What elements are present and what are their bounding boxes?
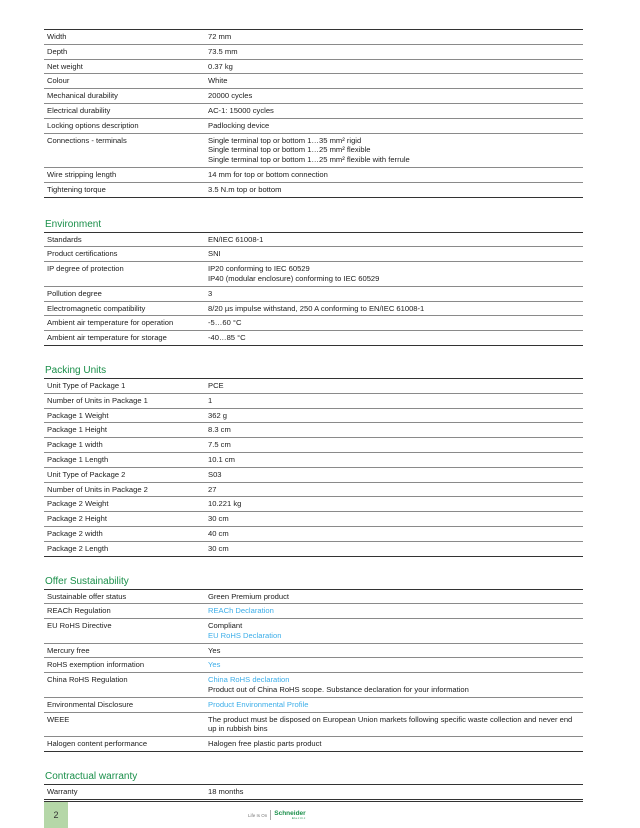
spec-value: 10.1 cm [208, 454, 236, 464]
page-number: 2 [44, 802, 68, 828]
spec-link[interactable]: Product Environmental Profile [208, 699, 309, 709]
spec-value-cell [205, 737, 583, 752]
table-row [44, 286, 583, 301]
spec-label: Wire stripping length [47, 169, 117, 179]
spec-value: 7.5 cm [208, 440, 231, 450]
spec-link[interactable]: REACh Declaration [208, 606, 274, 616]
spec-value: SNI [208, 249, 221, 259]
tagline: Life Is On [248, 812, 268, 818]
spec-label: Product certifications [47, 249, 118, 259]
spec-value-cell [205, 673, 583, 698]
section-title: Packing Units [45, 364, 107, 376]
table-row [44, 423, 583, 438]
spec-value: 30 cm [208, 543, 229, 553]
spec-value-cell [205, 59, 583, 74]
table-row [44, 74, 583, 89]
spec-value: 8.3 cm [208, 425, 231, 435]
spec-label: Package 1 Length [47, 454, 109, 464]
spec-label: Mechanical durability [47, 91, 118, 101]
spec-link[interactable]: EU RoHS Declaration [208, 630, 282, 640]
spec-value-cell [205, 452, 583, 467]
section-title: Contractual warranty [45, 771, 138, 783]
spec-label: Halogen content performance [47, 739, 148, 749]
spec-label: Environmental Disclosure [47, 699, 134, 709]
spec-label: Number of Units in Package 2 [47, 484, 148, 494]
table-row [44, 118, 583, 133]
spec-value-cell [205, 712, 583, 737]
spec-value-cell [205, 482, 583, 497]
spec-value-cell [205, 785, 583, 800]
spec-value-cell [205, 643, 583, 658]
spec-value-cell [205, 262, 583, 287]
spec-value-cell [205, 182, 583, 197]
spec-value: 73.5 mm [208, 46, 238, 56]
spec-table [44, 232, 583, 346]
table-row [44, 452, 583, 467]
table-row [44, 103, 583, 118]
spec-value: 27 [208, 484, 217, 494]
spec-value: 72 mm [208, 32, 232, 41]
brand-separator [270, 810, 271, 820]
spec-value-cell [205, 89, 583, 104]
spec-value: Halogen free plastic parts product [208, 739, 322, 749]
brand-name: Schneider [274, 810, 306, 817]
spec-label: RoHS exemption information [47, 660, 145, 670]
spec-value: The product must be disposed on European Union markets following specific waste collection and never end up in rubbish bins [208, 714, 573, 734]
spec-label: China RoHS Regulation [47, 675, 128, 685]
spec-value: -40…85 °C [208, 333, 246, 343]
spec-value-cell [205, 589, 583, 604]
spec-value: IP20 conforming to IEC 60529 [208, 264, 310, 274]
spec-label: Package 2 width [47, 528, 103, 538]
spec-label: Unit Type of Package 2 [47, 469, 126, 479]
spec-value-cell [205, 286, 583, 301]
section-gap [44, 752, 583, 771]
spec-label: Mercury free [47, 645, 90, 655]
spec-value-cell [205, 393, 583, 408]
spec-link[interactable]: China RoHS declaration [208, 675, 290, 685]
spec-value: 1 [208, 395, 213, 405]
table-row [44, 59, 583, 74]
table-row [44, 331, 583, 346]
spec-value-cell [205, 103, 583, 118]
spec-label: Sustainable offer status [47, 591, 127, 601]
spec-label: WEEE [47, 714, 70, 724]
spec-value-cell [205, 378, 583, 393]
section-title: Environment [45, 218, 102, 230]
spec-value: 10.221 kg [208, 499, 242, 509]
spec-value-cell [205, 467, 583, 482]
brand-subtitle: Electric [291, 816, 306, 820]
spec-value: Single terminal top or bottom 1…25 mm² flexible with ferrule [208, 155, 410, 165]
spec-value-cell [205, 619, 583, 644]
spec-value-cell [205, 697, 583, 712]
table-row [44, 497, 583, 512]
spec-value-cell [205, 133, 583, 167]
spec-value: Green Premium product [208, 591, 290, 601]
table-row [44, 247, 583, 262]
spec-label: Ambient air temperature for storage [47, 333, 167, 343]
spec-value: -5…60 °C [208, 318, 242, 328]
spec-label: Package 2 Weight [47, 499, 109, 509]
spec-value-cell [205, 232, 583, 247]
spec-table [44, 29, 583, 198]
spec-value-cell [205, 408, 583, 423]
spec-value: PCE [208, 380, 224, 390]
spec-value-cell [205, 438, 583, 453]
spec-value: 8/20 µs impulse withstand, 250 A conforming to EN/IEC 61008-1 [208, 303, 425, 313]
spec-value: AC-1: 15000 cycles [208, 105, 274, 115]
spec-value: IP40 (modular enclosure) conforming to IEC 60529 [208, 273, 380, 283]
spec-value-cell [205, 512, 583, 527]
table-row [44, 44, 583, 59]
spec-label: EU RoHS Directive [47, 621, 112, 631]
spec-value: 18 months [208, 787, 244, 797]
table-row [44, 301, 583, 316]
spec-label: Electromagnetic compatibility [47, 303, 146, 313]
spec-table [44, 589, 583, 753]
spec-value: Compliant [208, 621, 243, 631]
section-gap [44, 557, 583, 576]
table-row [44, 589, 583, 604]
spec-label: Electrical durability [47, 105, 111, 115]
spec-value: Single terminal top or bottom 1…35 mm² rigid [208, 135, 362, 145]
table-row [44, 526, 583, 541]
spec-link[interactable]: Yes [208, 660, 221, 670]
spec-value-cell [205, 118, 583, 133]
schneider-logo [274, 810, 305, 820]
spec-label: Package 2 Height [47, 514, 107, 524]
spec-value-cell [205, 167, 583, 182]
spec-value: Single terminal top or bottom 1…25 mm² flexible [208, 145, 371, 155]
spec-label: Net weight [47, 61, 83, 71]
spec-label: Warranty [47, 787, 78, 797]
spec-value: EN/IEC 61008-1 [208, 234, 264, 244]
table-row [44, 619, 583, 644]
spec-label: Pollution degree [47, 288, 102, 298]
spec-value-cell [205, 316, 583, 331]
spec-label: Package 1 Height [47, 425, 107, 435]
spec-value: 30 cm [208, 514, 229, 524]
spec-label: Number of Units in Package 1 [47, 395, 148, 405]
spec-table [44, 378, 583, 557]
table-row [44, 604, 583, 619]
table-row [44, 712, 583, 737]
spec-value-cell [205, 301, 583, 316]
brand-logo [248, 808, 306, 822]
spec-label: Locking options description [47, 120, 139, 130]
table-row [44, 167, 583, 182]
spec-label: Connections - terminals [47, 135, 127, 145]
spec-value: S03 [208, 469, 222, 479]
spec-table [44, 784, 583, 800]
table-row [44, 541, 583, 556]
footer-rule [44, 801, 583, 802]
spec-label: REACh Regulation [47, 606, 111, 616]
section-gap [44, 346, 583, 365]
table-row [44, 408, 583, 423]
spec-value: 362 g [208, 410, 228, 420]
spec-label: Package 2 Length [47, 543, 109, 553]
spec-value: 0.37 kg [208, 61, 233, 71]
spec-label: Package 1 width [47, 440, 103, 450]
table-row [44, 133, 583, 167]
spec-value: 3.5 N.m top or bottom [208, 184, 282, 194]
table-row [44, 673, 583, 698]
table-row [44, 658, 583, 673]
spec-value-cell [205, 44, 583, 59]
spec-value: White [208, 76, 228, 86]
spec-label: IP degree of protection [47, 264, 124, 274]
spec-value-cell [205, 331, 583, 346]
table-row [44, 697, 583, 712]
spec-value: Yes [208, 645, 221, 655]
spec-value-cell [205, 74, 583, 89]
spec-value-cell [205, 604, 583, 619]
spec-value-cell [205, 526, 583, 541]
spec-label: Package 1 Weight [47, 410, 109, 420]
table-row [44, 482, 583, 497]
table-row [44, 438, 583, 453]
spec-value: 20000 cycles [208, 91, 253, 101]
spec-value-cell [205, 30, 583, 45]
table-row [44, 182, 583, 197]
spec-value-cell [205, 541, 583, 556]
spec-value-cell [205, 497, 583, 512]
spec-value: 14 mm for top or bottom connection [208, 169, 328, 179]
spec-label: Colour [47, 76, 70, 86]
spec-value-cell [205, 247, 583, 262]
table-row [44, 643, 583, 658]
spec-label: Standards [47, 234, 82, 244]
table-row [44, 262, 583, 287]
spec-label: Unit Type of Package 1 [47, 380, 126, 390]
table-row [44, 30, 583, 45]
spec-label: Depth [47, 46, 68, 56]
section-title: Offer Sustainability [45, 575, 129, 587]
spec-label: Tightening torque [47, 184, 106, 194]
spec-value: 40 cm [208, 528, 229, 538]
datasheet-page [44, 29, 583, 800]
table-row [44, 393, 583, 408]
spec-value: 3 [208, 288, 213, 298]
spec-value: Product out of China RoHS scope. Substance declaration for your information [208, 685, 469, 695]
spec-label: Width [47, 32, 67, 41]
spec-value-cell [205, 423, 583, 438]
spec-value-cell [205, 658, 583, 673]
table-row [44, 89, 583, 104]
table-row [44, 737, 583, 752]
table-row [44, 378, 583, 393]
table-row [44, 467, 583, 482]
spec-label: Ambient air temperature for operation [47, 318, 174, 328]
spec-value: Padlocking device [208, 120, 270, 130]
table-row [44, 316, 583, 331]
table-row [44, 232, 583, 247]
section-gap [44, 198, 583, 219]
table-row [44, 512, 583, 527]
table-row [44, 785, 583, 800]
